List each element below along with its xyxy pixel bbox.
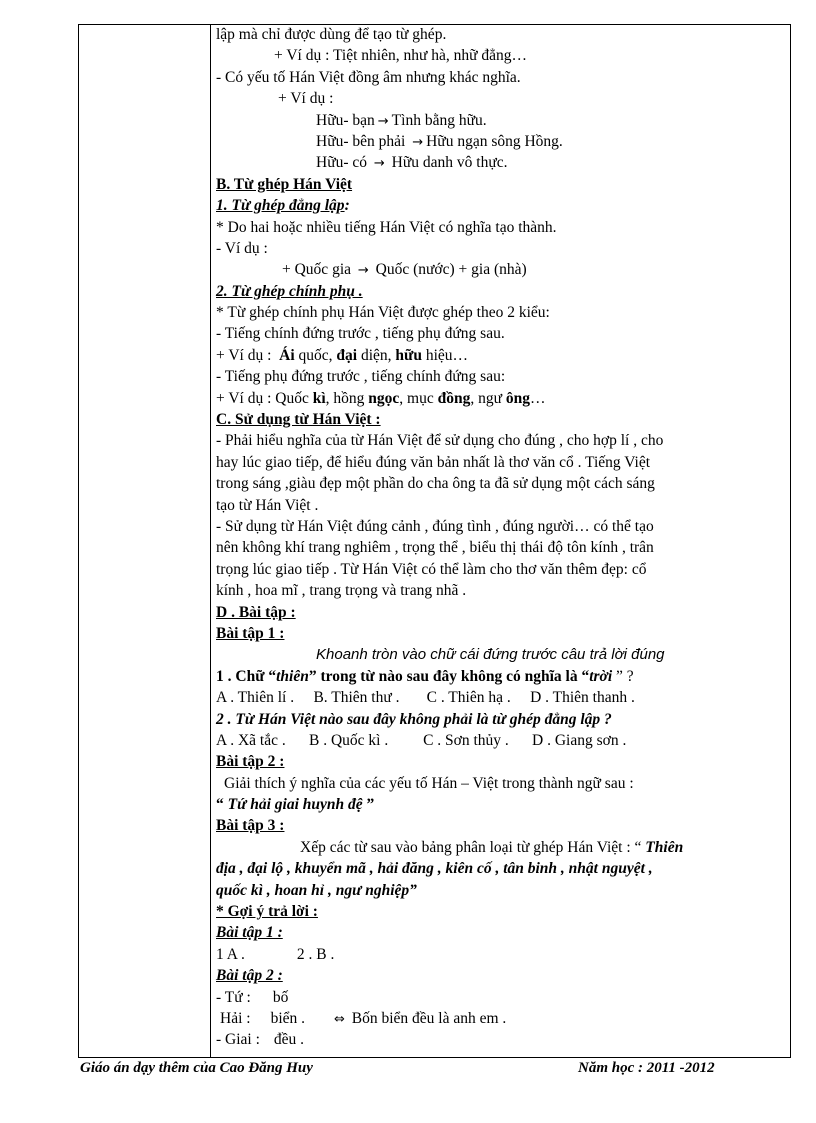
example-line	[216, 131, 788, 152]
arrow-right-icon: →	[412, 134, 424, 150]
bold-word: ngọc	[368, 389, 400, 407]
question-text: ” trong từ nào sau đây không có nghĩa là “	[308, 667, 590, 685]
word-list-line: quốc kì , hoan hỉ , ngư nghiệp”	[216, 881, 417, 899]
answer-line	[216, 944, 788, 965]
subheading-text: 1. Từ ghép đẳng lập	[216, 197, 345, 215]
answer: 1 A .	[216, 945, 245, 963]
bold-word: kì	[312, 389, 326, 407]
meaning: biển .	[270, 1009, 305, 1027]
text-line: + Ví dụ :	[278, 90, 334, 108]
column-divider	[210, 24, 211, 1058]
subsection-heading: 2. Từ ghép chính phụ .	[216, 282, 363, 300]
text-line: * Từ ghép chính phụ Hán Việt được ghép theo 2 kiểu:	[216, 304, 550, 322]
instruction-text: Xếp các từ sau vào bảng phân loại từ ghép Hán Việt : “	[300, 838, 646, 856]
text-line: - Sử dụng từ Hán Việt đúng cảnh , đúng tình , đúng người… có thể tạo	[216, 517, 654, 535]
word: hiệu…	[425, 346, 469, 364]
answer-line	[216, 987, 788, 1008]
text-line: kính , hoa mĩ , trang trọng và trang nhã .	[216, 582, 467, 600]
term: - Giai :	[216, 1031, 260, 1049]
example-line	[216, 259, 788, 280]
text-line: trong sáng ,giàu đẹp một phần do cha ông ta đã sử dụng một cách sáng	[216, 475, 655, 493]
text-line: - Phải hiểu nghĩa của từ Hán Việt để sử dụng cho đúng , cho hợp lí , cho	[216, 432, 664, 450]
word: quốc,	[298, 346, 333, 364]
section-heading-d: D . Bài tập :	[216, 603, 296, 621]
bold-word: Ái	[279, 346, 295, 364]
lesson-content	[216, 24, 788, 1051]
text-line: + Ví dụ : Tiệt nhiên, như hà, nhữ đẳng…	[274, 47, 528, 65]
example-meaning: Tình bằng hữu.	[391, 111, 487, 129]
answer-hint-heading: * Gợi ý trả lời :	[216, 903, 318, 921]
question-text: 1 . Chữ “	[216, 667, 277, 685]
quote-mark: “	[216, 796, 228, 814]
idiom: Tứ hải giai huynh đệ	[227, 796, 363, 814]
text-line: trọng lúc giao tiếp . Từ Hán Việt có thể làm cho thơ văn thêm đẹp: cổ	[216, 560, 647, 578]
exercise-heading: Bài tập 1 :	[216, 924, 283, 942]
bold-word: đại	[336, 346, 358, 364]
exercise-heading: Bài tập 1 :	[216, 624, 285, 642]
arrow-right-icon: →	[377, 113, 389, 129]
text-line: * Do hai hoặc nhiều tiếng Hán Việt có nghĩa tạo thành.	[216, 218, 557, 236]
meaning: đều .	[273, 1031, 305, 1049]
answer-line	[216, 1029, 788, 1050]
example-prefix: + Ví dụ :	[216, 346, 272, 364]
text-line: tạo từ Hán Việt .	[216, 496, 319, 514]
section-heading-c: C. Sử dụng từ Hán Việt :	[216, 411, 381, 429]
word-list: Thiên	[645, 838, 684, 856]
subheading-colon: :	[344, 197, 350, 215]
word: , ngư	[470, 389, 502, 407]
translation: Bốn biển đều là anh em .	[351, 1009, 507, 1027]
arrow-right-icon: →	[373, 156, 385, 172]
example-line	[216, 152, 788, 173]
text-line: Giải thích ý nghĩa của các yếu tố Hán – Việt trong thành ngữ sau :	[224, 774, 634, 792]
text-line: lập mà chỉ được dùng để tạo từ ghép.	[216, 26, 447, 43]
instruction-line: Khoanh tròn vào chữ cái đứng trước câu trả lời đúng	[316, 646, 665, 664]
example-term: Hữu- bạn	[316, 111, 375, 129]
text-line: - Tiếng chính đứng trước , tiếng phụ đứng sau.	[216, 325, 505, 343]
example-term: + Quốc gia	[282, 261, 352, 279]
meaning: bố	[272, 988, 289, 1006]
text-line	[216, 837, 788, 858]
example-meaning: Hữu danh vô thực.	[391, 154, 508, 172]
word: diện,	[360, 346, 392, 364]
word: , mục	[399, 389, 434, 407]
example-line	[216, 110, 788, 131]
answer: 2 . B .	[296, 945, 335, 963]
question-1	[216, 666, 788, 687]
answer-line	[216, 1008, 788, 1029]
footer-author: Giáo án dạy thêm của Cao Đăng Huy	[80, 1060, 313, 1076]
question-text: ” ?	[612, 667, 634, 685]
bold-word: đồng	[437, 389, 471, 407]
example-meaning: Hữu ngạn sông Hồng.	[426, 132, 563, 150]
bold-word: hữu	[395, 346, 422, 364]
text-line: hay lúc giao tiếp, để hiểu đúng văn bản nhất là thơ văn cổ . Tiếng Việt	[216, 453, 651, 471]
example-line	[216, 345, 788, 366]
subsection-heading	[216, 195, 788, 216]
bold-word: ông	[505, 389, 530, 407]
example-term: Hữu- có	[316, 154, 368, 172]
footer-school-year: Năm học : 2011 -2012	[578, 1060, 715, 1076]
answer-options: A . Thiên lí . B. Thiên thư . C . Thiên hạ . D . Thiên thanh .	[216, 689, 635, 707]
word-list-line: địa , đại lộ , khuyển mã , hải đăng , kiên cố , tân binh , nhật nguyệt ,	[216, 860, 653, 878]
term: - Tứ :	[216, 988, 251, 1006]
example-line	[216, 388, 788, 409]
text-line: - Tiếng phụ đứng trước , tiếng chính đứng sau:	[216, 368, 506, 386]
answer-options: A . Xã tắc . B . Quốc kì . C . Sơn thủy . D . Giang sơn .	[216, 731, 627, 749]
term: Hải :	[220, 1009, 251, 1027]
section-heading-b: B. Từ ghép Hán Việt	[216, 175, 353, 193]
question-2: 2 . Từ Hán Việt nào sau đây không phải là từ ghép đẳng lập ?	[216, 710, 612, 728]
text-line: nên không khí trang nghiêm , trọng thể , biểu thị thái độ tôn kính , trân	[216, 539, 654, 557]
arrow-right-icon: →	[357, 263, 369, 279]
exercise-heading: Bài tập 2 :	[216, 967, 283, 985]
text-line: - Ví dụ :	[216, 239, 268, 257]
example-meaning: Quốc (nước) + gia (nhà)	[375, 261, 527, 279]
quote-mark: ”	[362, 796, 375, 814]
idiom-line	[216, 794, 788, 815]
question-keyword: thiên	[276, 667, 309, 685]
example-prefix: + Ví dụ : Quốc	[216, 389, 309, 407]
word: , hồng	[325, 389, 365, 407]
word: …	[530, 389, 546, 407]
text-line: - Có yếu tố Hán Việt đồng âm nhưng khác nghĩa.	[216, 68, 521, 86]
exercise-heading: Bài tập 2 :	[216, 753, 285, 771]
equivalence-icon: ⇔	[334, 1011, 345, 1027]
exercise-heading: Bài tập 3 :	[216, 817, 285, 835]
example-term: Hữu- bên phải	[316, 132, 406, 150]
question-keyword: trời	[589, 667, 613, 685]
